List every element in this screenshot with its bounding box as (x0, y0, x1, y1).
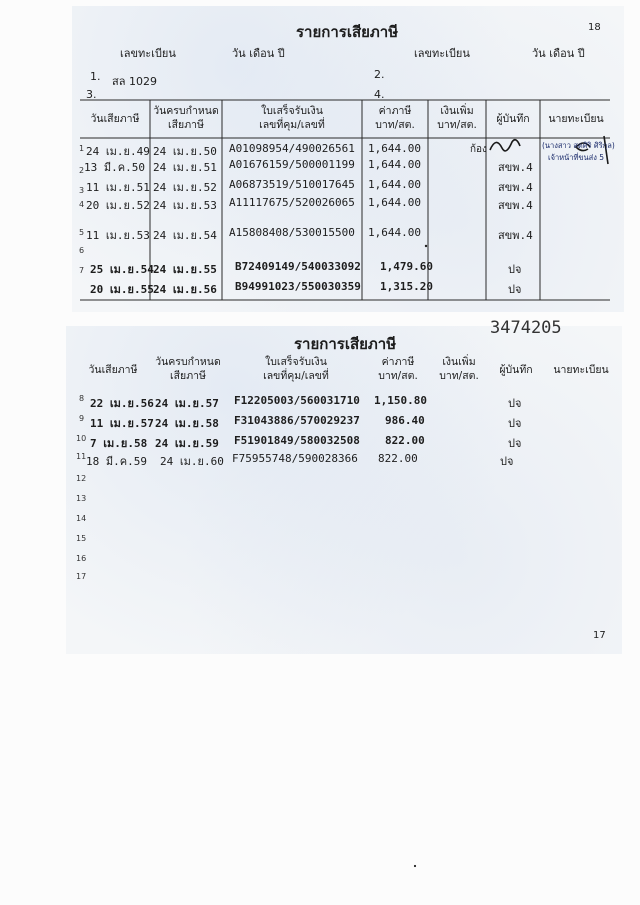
tax-date: 20 เม.ย.52 (86, 199, 150, 212)
tax-amount: 1,644.00 (368, 196, 421, 209)
due-date: 24 เม.ย.54 (153, 229, 217, 242)
bottom-header-due-date-2: เสียภาษี (170, 370, 206, 382)
top-row-number: 3 (79, 186, 85, 195)
receipt-number: A15808408/530015500 (229, 226, 355, 239)
top-header-due-date-2: เสียภาษี (168, 119, 204, 131)
receipt-number: F12205003/560031710 (234, 394, 360, 407)
bottom-header-due-date-1: วันครบกำหนด (155, 356, 221, 368)
bottom-row-number: 17 (76, 572, 87, 581)
receipt-number: A01098954/490026561 (229, 142, 355, 155)
tax-date: 13 มี.ค.50 (84, 161, 145, 174)
tax-date: 18 มี.ค.59 (86, 455, 147, 468)
registrar-stamp-title: เจ้าหน้าที่ขนส่ง 5 (548, 153, 605, 162)
tax-date: 25 เม.ย.54 (90, 263, 154, 276)
due-date: 24 เม.ย.52 (153, 181, 217, 194)
top-header-tax-date: วันเสียภาษี (90, 113, 140, 125)
bottom-header-registrar: นายทะเบียน (553, 364, 609, 376)
top-header-tax-2: บาท/สต. (375, 119, 415, 131)
top-row-number: 2 (79, 166, 85, 175)
tax-date: 24 เม.ย.49 (86, 145, 150, 158)
due-date: 24 เม.ย.59 (155, 437, 219, 450)
top-page-number: 18 (588, 22, 601, 33)
entry-4-number: 4. (374, 88, 385, 101)
bottom-row-number: 10 (76, 434, 87, 443)
tax-amount: 1,644.00 (368, 158, 421, 171)
tax-date: 7 เม.ย.58 (90, 437, 148, 450)
top-row-number: 6 (79, 246, 85, 255)
top-reg-label-right: เลขทะเบียน (414, 47, 470, 60)
top-date-label-left: วัน เดือน ปี (232, 47, 285, 60)
recorder: สขพ.4 (498, 229, 533, 242)
recorder: ก้อง (470, 144, 487, 155)
bottom-title: รายการเสียภาษี (294, 335, 397, 353)
due-date: 24 เม.ย.57 (155, 397, 219, 410)
top-date-label-right: วัน เดือน ปี (532, 47, 585, 60)
bottom-row-number: 11 (76, 452, 87, 461)
bottom-header-tax-date: วันเสียภาษี (88, 364, 138, 376)
bottom-row-number: 16 (76, 554, 87, 563)
due-date: 24 เม.ย.56 (153, 283, 217, 296)
top-header-receipt-1: ใบเสร็จรับเงิน (261, 105, 323, 117)
recorder: สขพ.4 (498, 199, 533, 212)
recorder: ปจ (508, 283, 522, 296)
entry-1-value: สล 1029 (112, 75, 157, 88)
tax-amount: 1,479.60 (380, 260, 433, 273)
top-header-tax-1: ค่าภาษี (378, 105, 412, 117)
top-reg-label-left: เลขทะเบียน (120, 47, 176, 60)
tax-date: 11 เม.ย.53 (86, 229, 150, 242)
recorder: สขพ.4 (498, 181, 533, 194)
due-date: 24 เม.ย.58 (155, 417, 219, 430)
tax-amount: 1,150.80 (374, 394, 427, 407)
bottom-row-number: 8 (79, 394, 85, 403)
bottom-header-extra-2: บาท/สต. (439, 370, 479, 382)
bottom-page-number: 17 (593, 630, 606, 641)
bottom-row-number: 13 (76, 494, 87, 503)
tax-amount: 822.00 (385, 434, 425, 447)
due-date: 24 เม.ย.55 (153, 263, 217, 276)
receipt-number: B72409149/540033092 (235, 260, 361, 273)
receipt-number: F31043886/570029237 (234, 414, 360, 427)
receipt-number: A11117675/520026065 (229, 196, 355, 209)
due-date: 24 เม.ย.53 (153, 199, 217, 212)
top-header-registrar: นายทะเบียน (548, 113, 604, 125)
bottom-header-tax-2: บาท/สต. (378, 370, 418, 382)
recorder: ปจ (508, 263, 522, 276)
top-header-extra-1: เงินเพิ่ม (440, 105, 474, 117)
top-row-number: 5 (79, 228, 85, 237)
top-header-due-date-1: วันครบกำหนด (153, 105, 219, 117)
recorder: ปจ (508, 417, 522, 430)
bottom-row-number: 12 (76, 474, 87, 483)
top-header-receipt-2: เลขที่คุม/เลขที่ (259, 119, 325, 131)
bottom-row-number: 14 (76, 514, 87, 523)
entry-1-number: 1. (90, 70, 101, 83)
receipt-number: A06873519/510017645 (229, 178, 355, 191)
registrar-stamp-name: (นางสาว สดศิริ ศิริกุล) (542, 141, 615, 150)
tax-amount: 1,644.00 (368, 226, 421, 239)
bottom-header-receipt-2: เลขที่คุม/เลขที่ (263, 370, 329, 382)
bottom-header-extra-1: เงินเพิ่ม (442, 356, 476, 368)
tax-date: 11 เม.ย.51 (86, 181, 150, 194)
tax-amount: 822.00 (378, 452, 418, 465)
recorder: ปจ (500, 455, 514, 468)
receipt-number: B94991023/550030359 (235, 280, 361, 293)
due-date: 24 เม.ย.60 (160, 455, 224, 468)
receipt-number: F51901849/580032508 (234, 434, 360, 447)
tax-date: 22 เม.ย.56 (90, 397, 154, 410)
bottom-header-receipt-1: ใบเสร็จรับเงิน (265, 356, 327, 368)
tax-date: 20 เม.ย.55 (90, 283, 154, 296)
top-title: รายการเสียภาษี (296, 23, 399, 41)
entry-2-number: 2. (374, 68, 385, 81)
tax-amount: 1,644.00 (368, 142, 421, 155)
top-header-recorder: ผู้บันทึก (496, 113, 530, 125)
tax-amount: 1,315.20 (380, 280, 433, 293)
bottom-header-recorder: ผู้บันทึก (499, 364, 533, 376)
receipt-number: F75955748/590028366 (232, 452, 358, 465)
top-row-number: 7 (79, 266, 85, 275)
recorder: ปจ (508, 397, 522, 410)
due-date: 24 เม.ย.51 (153, 161, 217, 174)
tax-amount: 1,644.00 (368, 178, 421, 191)
top-row-number: 1 (79, 144, 85, 153)
bottom-header-tax-1: ค่าภาษี (381, 356, 415, 368)
due-date: 24 เม.ย.50 (153, 145, 217, 158)
tax-date: 11 เม.ย.57 (90, 417, 154, 430)
receipt-number: A01676159/500001199 (229, 158, 355, 171)
top-row-number: 4 (79, 200, 85, 209)
tax-amount: 986.40 (385, 414, 425, 427)
top-header-extra-2: บาท/สต. (437, 119, 477, 131)
bottom-row-number: 9 (79, 414, 85, 423)
bottom-row-number: 15 (76, 534, 87, 543)
recorder: สขพ.4 (498, 161, 533, 174)
recorder: ปจ (508, 437, 522, 450)
entry-3-number: 3. (86, 88, 97, 101)
serial-number: 3474205 (490, 318, 562, 338)
